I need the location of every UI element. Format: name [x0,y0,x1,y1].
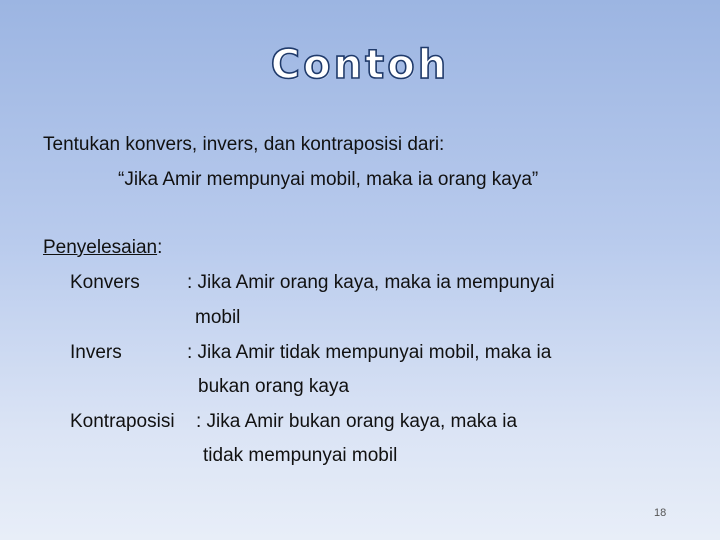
kontraposisi-line1: : Jika Amir bukan orang kaya, maka ia [196,411,518,432]
slide-title: Contoh [270,42,450,88]
invers-label: Invers [70,342,122,363]
invers-line1: : Jika Amir tidak mempunyai mobil, maka ia [187,342,552,363]
konvers-label: Konvers [70,272,140,293]
kontraposisi-label: Kontraposisi [70,411,175,432]
kontraposisi-line2: tidak mempunyai mobil [203,445,398,466]
invers-line2: bukan orang kaya [198,376,350,397]
solution-heading [43,236,162,260]
konvers-line2: mobil [195,307,241,328]
solution-heading-colon: : [157,237,163,258]
page-number: 18 [654,507,667,519]
solution-heading-label: Penyelesaian [43,237,158,258]
konvers-line1: : Jika Amir orang kaya, maka ia mempunyai [187,272,555,293]
prompt-text: Tentukan konvers, invers, dan kontraposisi dari: [43,134,445,155]
statement-text: “Jika Amir mempunyai mobil, maka ia orang kaya” [118,169,539,190]
